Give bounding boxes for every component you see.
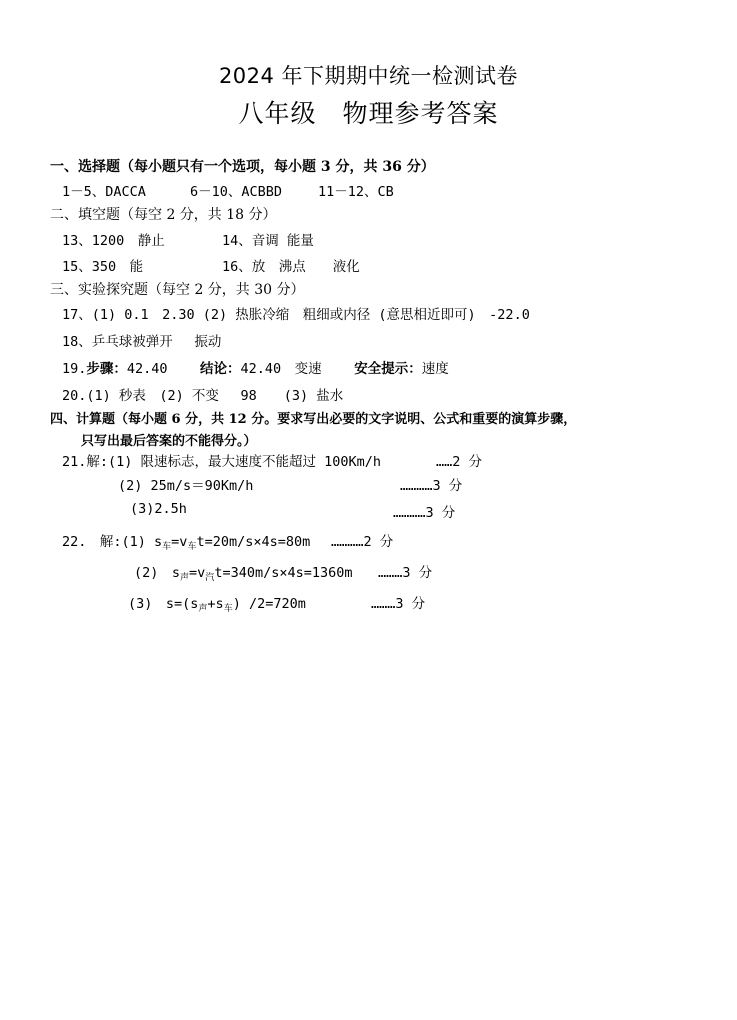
s2-q15: 15、350 能 <box>62 259 144 275</box>
q19-safety-label: 安全提示： <box>354 361 422 377</box>
s2-q16: 16、放 沸点 液化 <box>222 259 360 275</box>
q19-safety-value: 速度 <box>421 361 449 377</box>
exam-title: 2024 年下期期中统一检测试卷 <box>218 64 519 88</box>
q22-part1-text-c: t=20m/s×4s=80m <box>196 534 311 550</box>
q21-part3-score: …………3 分 <box>393 505 456 521</box>
q22-part2-text-c: t=340m/s×4s=1360m <box>214 565 353 581</box>
q22-part3-text-b: +s <box>207 596 224 612</box>
q21-part1: 21.解:(1) 限速标志，最大速度不能超过 100Km/h <box>62 454 382 470</box>
s1-answers-11-12: 11－12、CB <box>318 184 394 200</box>
section-1-heading: 一、选择题（每小题只有一个选项，每小题 3 分，共 36 分） <box>50 159 435 175</box>
q21-part3: (3)2.5h <box>130 501 187 517</box>
q22-part2-score: ………3 分 <box>378 565 433 581</box>
section-4-heading-line2: 只写出最后答案的不能得分。） <box>81 434 257 449</box>
s1-answers-1-5: 1－5、DACCA <box>62 184 146 200</box>
s3-q19 <box>62 357 449 377</box>
s3-q17: 17、(1) 0.1 2.30 (2) 热胀冷缩 粗细或内径 (意思相近即可) -22.0 <box>62 307 530 323</box>
q19-step-value: 42.40 <box>126 361 168 377</box>
s3-q20: 20.(1) 秒表 (2) 不变 98 (3) 盐水 <box>62 388 344 404</box>
s3-q18: 18、乒乓球被弹开 振动 <box>62 334 222 350</box>
s2-q13: 13、1200 静止 <box>62 233 165 249</box>
q22-part3-score: ………3 分 <box>371 596 426 612</box>
answer-key-title: 八年级 物理参考答案 <box>238 99 499 128</box>
q19-conclusion-label: 结论： <box>200 361 241 377</box>
q21-part2-score: …………3 分 <box>400 478 463 494</box>
section-4-heading-line1: 四、计算题（每小题 6 分，共 12 分。要求写出必要的文字说明、公式和重要的演算步骤， <box>50 412 577 427</box>
s1-answers-6-10: 6－10、ACBBD <box>190 184 283 200</box>
q22-part2 <box>134 561 352 581</box>
q22-part2-subscript-2: 汽 <box>205 573 215 583</box>
q21-part2: (2) 25m/s＝90Km/h <box>118 478 254 494</box>
q19-number: 19. <box>62 361 87 377</box>
q22-part3-subscript-2: 车 <box>223 604 233 614</box>
q22-part2-text-b: =v <box>189 565 206 581</box>
q22-part3-subscript: 声 <box>198 604 208 614</box>
q22-part1-text-b: =v <box>171 534 188 550</box>
section-2-heading: 二、填空题（每空 2 分，共 18 分） <box>50 207 277 223</box>
q22-part2-text-a: (2) s <box>134 565 181 581</box>
q22-part3 <box>128 592 306 612</box>
q22-part3-text-a: (3) s=(s <box>128 596 199 612</box>
q19-step-label: 步骤： <box>86 361 127 377</box>
q21-part1-score: ……2 分 <box>436 454 483 470</box>
section-3-heading: 三、实验探究题（每空 2 分，共 30 分） <box>50 282 305 298</box>
q22-part1-subscript: 车 <box>162 542 172 552</box>
q19-conclusion-value: 42.40 变速 <box>240 361 322 377</box>
q22-part3-text-c: ) /2=720m <box>232 596 306 612</box>
q22-part1-subscript-2: 车 <box>187 542 197 552</box>
q22-part1-score: …………2 分 <box>331 534 394 550</box>
q22-part2-subscript: 声 <box>180 573 190 583</box>
q22-part1-text-a: 22. 解:(1) s <box>62 534 163 550</box>
q22-part1 <box>62 530 310 550</box>
s2-q14: 14、音调 能量 <box>222 233 314 249</box>
